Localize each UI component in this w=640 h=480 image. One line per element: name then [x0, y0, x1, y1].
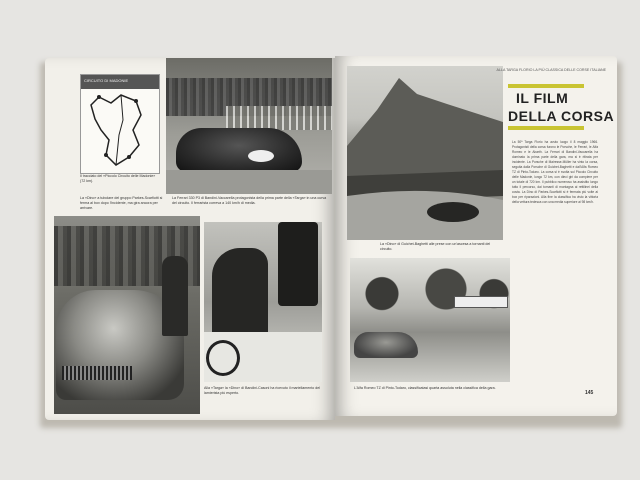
mechanic-photo — [204, 222, 322, 382]
official-figure — [162, 256, 188, 336]
car-number — [248, 150, 274, 162]
page-number: 145 — [585, 390, 594, 396]
map-caption: Il tracciato del «Piccolo Circuito delle Madonie» (72 km). — [80, 174, 156, 183]
article-body: La 50ª Targa Florio ha avuto luogo il 8 maggio 1966. Protagonisti della corsa furono le Porsche, le Ferrari, le Alfa Romeo e le Abarth. La Ferrari di Bandini-Vaccarella ha dominato la prima parte della gara, ma si è ritirata per incidente. La Porsche di Mairesse-Müller ha vinto la corsa, seguita dalla Porsche di Guichet-Baghetti e dall'Alfa Romeo TZ di Pinto-Todaro. La corsa si è svolta sul Piccolo Circuito delle Madonie, lungo 72 km, con dieci giri da compiere per un totale di 720 km. Il pubblico numeroso ha assistito lungo tutto il percorso, dai tornanti di montagna ai rettilinei della costa. La Dino di Parkes-Scarfiotti si è fermata più volte ai box per riparazioni. Alla fine la classifica ha visto la vittoria della vettura tedesca con una media superiore ai 98 km/h. — [512, 140, 598, 204]
circuit-map — [80, 74, 160, 174]
banner — [454, 296, 508, 308]
article-title-line2: DELLA CORSA — [508, 108, 615, 124]
map-label: CIRCUITO DI MADONIE — [84, 78, 129, 83]
article-header: ALLA TARGA FLORIO LA PIÙ CLASSICA DELLE CORSE ITALIANE — [496, 68, 606, 72]
mountain-caption: La «Dino» di Guichet-Baghetti alle prese con un'ascesa a tornanti del circuito. — [380, 242, 491, 251]
ferrari-car — [176, 128, 302, 172]
title-bar-bottom — [508, 126, 584, 130]
article-title-line1: IL FILM — [516, 90, 569, 106]
pit-caption: La «Dino» a tubolare del gruppo Parkes-Scarfiotti si ferma al box dopo l'incidente, ma gira ancora per arrivare. — [80, 196, 163, 210]
ferrari-road-photo — [166, 58, 332, 194]
mechanic-caption: Alla «Targa» la «Dino» di Bandini-Casoni ha ricevuto il martellamento del lamierista più esperto. — [204, 386, 321, 395]
mountain-photo — [347, 66, 503, 240]
alfa-car — [354, 332, 418, 358]
car-number-marking — [206, 340, 240, 376]
standing-legs — [278, 222, 318, 306]
road-surface — [166, 170, 332, 194]
finish-photo — [350, 258, 510, 382]
mountain-drawing — [347, 66, 503, 240]
car-grille — [62, 366, 132, 380]
pit-car-photo — [54, 216, 200, 414]
finish-caption: L'Alfa Romeo TZ di Pinto-Todaro, classificatasi quarta assoluta nella classifica della gara. — [354, 386, 496, 390]
fence — [226, 106, 332, 130]
ferrari-road-caption: La Ferrari 330 P3 di Bandini-Vaccarella protagonista della prima parte della «Targa» in una curva del circuito. Il ferrarista correva a 140 km/h di media. — [172, 196, 327, 205]
circuit-map-drawing — [81, 75, 159, 173]
title-bar-top — [508, 84, 584, 88]
